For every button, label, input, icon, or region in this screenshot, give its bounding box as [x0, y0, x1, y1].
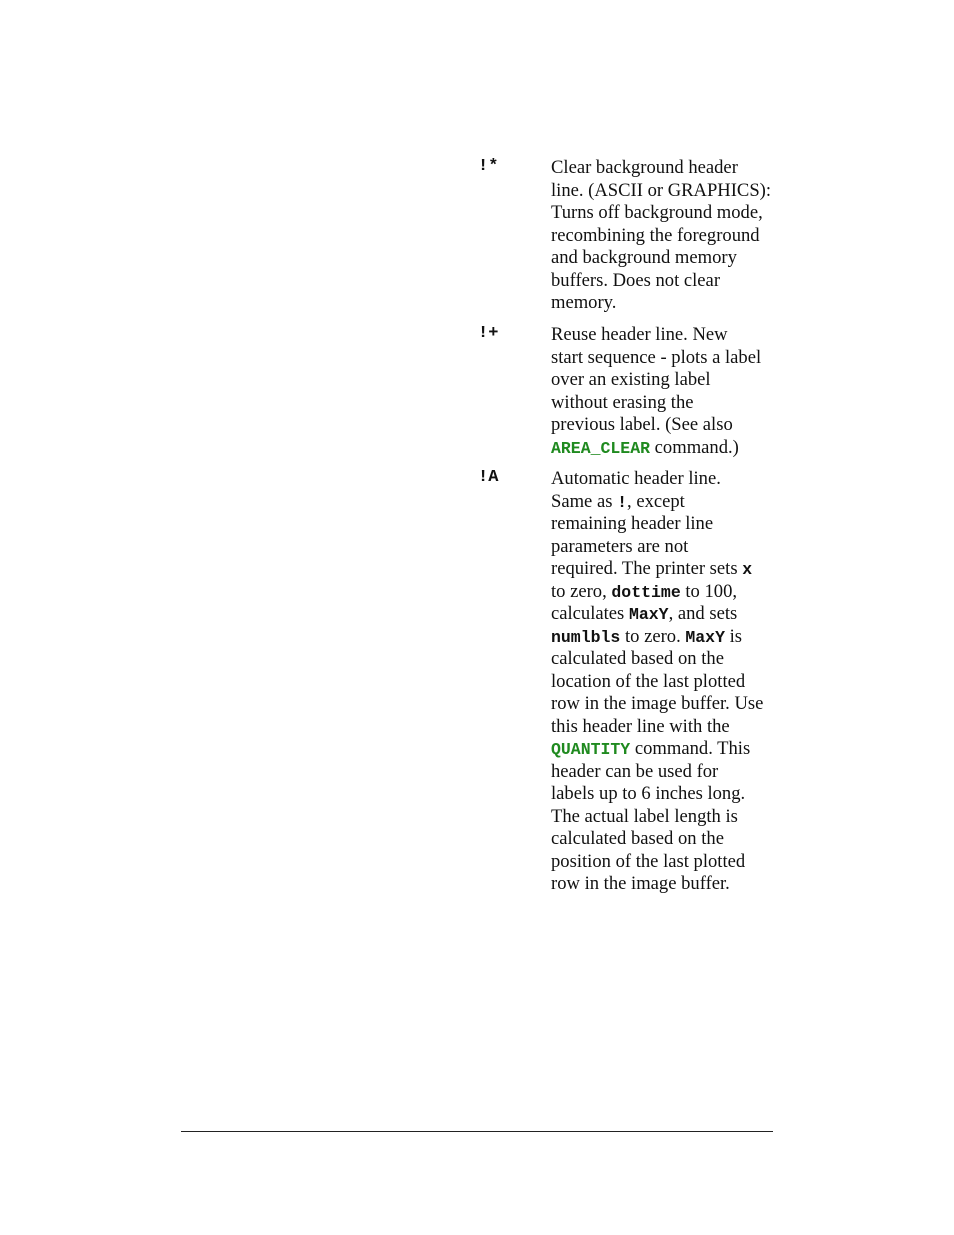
- description-text: start sequence - plots a label: [551, 346, 762, 368]
- description-text: to zero,: [551, 580, 612, 602]
- description-text: previous label. (See also: [551, 414, 733, 435]
- description-text: memory.: [551, 292, 617, 313]
- description-text: Clear background header: [551, 157, 738, 178]
- description-text: row in the image buffer.: [551, 873, 730, 894]
- description-text: calculates: [551, 603, 629, 624]
- command-link[interactable]: QUANTITY: [551, 740, 631, 759]
- description-line: [551, 157, 791, 180]
- description-text: to 100,: [680, 580, 738, 602]
- description-line: [551, 392, 791, 415]
- description-text: , except: [627, 490, 685, 512]
- description-text: is: [724, 625, 743, 647]
- description-line: [551, 671, 791, 694]
- description-text: this header line with the: [551, 715, 730, 737]
- inline-code: numlbls: [551, 627, 621, 647]
- description-text: Same as: [551, 490, 618, 512]
- description-line: [551, 324, 791, 347]
- description-line: [551, 347, 791, 370]
- description-text: , and sets: [668, 603, 738, 624]
- inline-code: MaxY: [628, 605, 669, 624]
- command-code: !+: [478, 324, 499, 343]
- description-line: [551, 202, 791, 225]
- inline-code: dottime: [611, 582, 681, 602]
- description-text: The actual label length is: [551, 805, 738, 827]
- command-code: !*: [478, 157, 499, 176]
- description-line: [551, 536, 791, 559]
- description-line: [551, 513, 791, 536]
- command-description: [551, 468, 791, 896]
- description-text: calculated based on the: [551, 828, 724, 849]
- command-code: !A: [478, 468, 499, 487]
- description-text: position of the last plotted: [551, 850, 746, 872]
- description-text: labels up to 6 inches long.: [551, 783, 746, 804]
- description-text: row in the image buffer. Use: [551, 693, 764, 714]
- description-line: [551, 292, 791, 315]
- description-line: [551, 225, 791, 248]
- description-line: [551, 738, 791, 761]
- description-text: calculated based on the: [551, 648, 724, 669]
- description-text: remaining header line: [551, 513, 714, 534]
- inline-code: x: [742, 560, 753, 579]
- description-line: [551, 648, 791, 671]
- description-text: without erasing the: [551, 391, 694, 413]
- description-line: [551, 693, 791, 716]
- description-text: to zero.: [620, 625, 686, 647]
- description-text: and background memory: [551, 247, 737, 268]
- description-text: command. This: [630, 738, 751, 759]
- description-line: [551, 873, 791, 896]
- description-line: [551, 270, 791, 293]
- description-line: [551, 414, 791, 437]
- description-text: parameters are not: [551, 535, 689, 557]
- description-line: [551, 247, 791, 270]
- description-text: line. (ASCII or GRAPHICS):: [551, 179, 772, 201]
- description-line: [551, 626, 791, 649]
- description-line: [551, 369, 791, 392]
- inline-code: MaxY: [685, 627, 725, 647]
- description-line: [551, 783, 791, 806]
- description-text: location of the last plotted: [551, 670, 746, 692]
- description-line: [551, 491, 791, 514]
- command-description: [551, 324, 791, 459]
- description-text: Reuse header line. New: [551, 324, 728, 345]
- description-text: header can be used for: [551, 760, 719, 782]
- description-line: [551, 437, 791, 460]
- description-line: [551, 761, 791, 784]
- footer-rule: [181, 1131, 773, 1132]
- description-text: Automatic header line.: [551, 468, 721, 489]
- description-line: [551, 581, 791, 604]
- description-text: buffers. Does not clear: [551, 269, 721, 291]
- description-line: [551, 806, 791, 829]
- description-line: [551, 851, 791, 874]
- description-line: [551, 716, 791, 739]
- command-link[interactable]: AREA_CLEAR: [551, 438, 651, 458]
- description-text: command.): [650, 436, 739, 458]
- description-line: [551, 558, 791, 581]
- description-line: [551, 603, 791, 626]
- description-text: required. The printer sets: [551, 558, 743, 579]
- description-line: [551, 828, 791, 851]
- description-text: Turns off background mode,: [551, 202, 763, 223]
- description-text: over an existing label: [551, 369, 711, 390]
- command-description: [551, 157, 791, 315]
- description-text: recombining the foreground: [551, 224, 760, 246]
- description-line: [551, 180, 791, 203]
- description-line: [551, 468, 791, 491]
- inline-code: !: [617, 492, 628, 512]
